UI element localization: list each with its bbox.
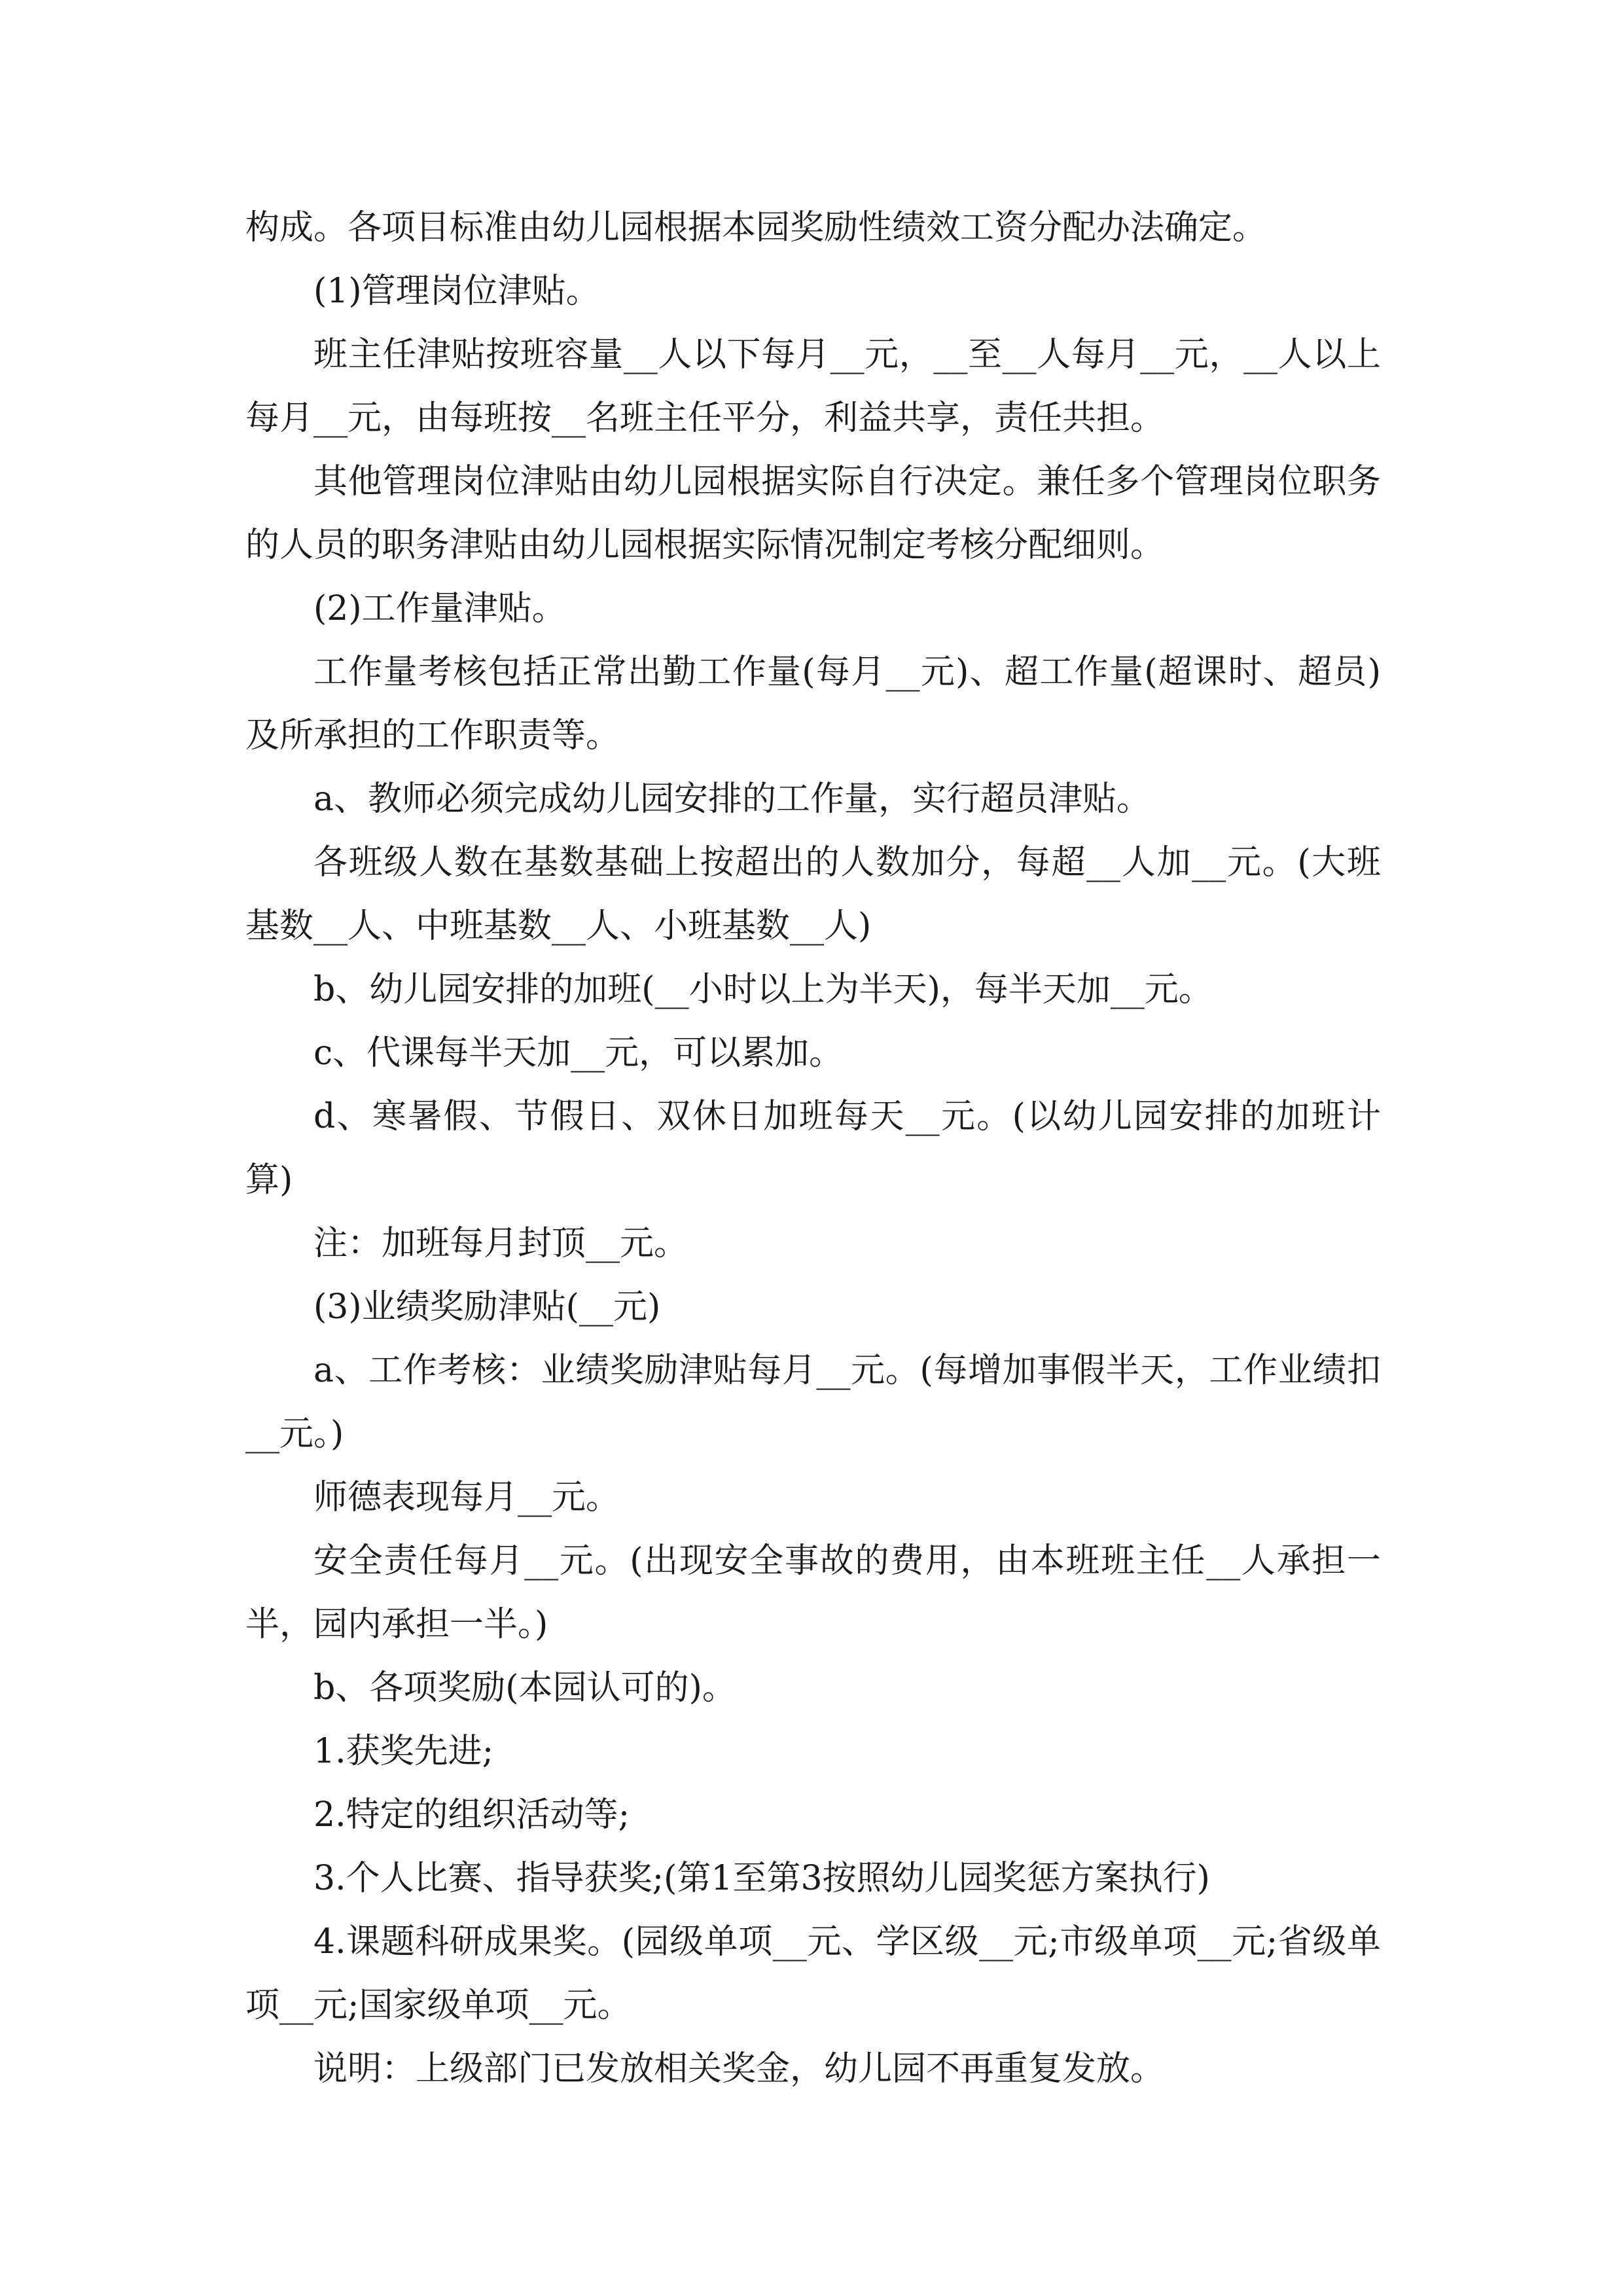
paragraph-8: 各班级人数在基数基础上按超出的人数加分，每超__人加__元。(大班基数__人、中班基数__人、小班基数__人) bbox=[245, 843, 1381, 946]
paragraph-12: 注：加班每月封顶__元。 bbox=[313, 1224, 688, 1263]
paragraph-16: 安全责任每月__元。(出现安全事故的费用，由本班班主任__人承担一半，园内承担一半。) bbox=[245, 1541, 1381, 1644]
paragraph-3: 班主任津贴按班容量__人以下每月__元，__至__人每月__元，__人以上每月__元，由每班按__名班主任平分，利益共享，责任共担。 bbox=[245, 335, 1381, 438]
paragraph-7: a、教师必须完成幼儿园安排的工作量，实行超员津贴。 bbox=[313, 780, 1151, 819]
paragraph-6: 工作量考核包括正常出勤工作量(每月__元)、超工作量(超课时、超员)及所承担的工作职责等。 bbox=[245, 653, 1381, 755]
paragraph-20: 3.个人比赛、指导获奖;(第1至第3按照幼儿园奖惩方案执行) bbox=[313, 1859, 1210, 1898]
paragraph-17: b、各项奖励(本园认可的)。 bbox=[313, 1668, 736, 1708]
document-page bbox=[245, 196, 1381, 2101]
paragraph-19: 2.特定的组织活动等; bbox=[313, 1795, 630, 1835]
paragraph-18: 1.获奖先进; bbox=[313, 1732, 494, 1771]
paragraph-13: (3)业绩奖励津贴(__元) bbox=[313, 1287, 661, 1327]
paragraph-4: 其他管理岗位津贴由幼儿园根据实际自行决定。兼任多个管理岗位职务的人员的职务津贴由幼儿园根据实际情况制定考核分配细则。 bbox=[245, 462, 1381, 565]
paragraph-2: (1)管理岗位津贴。 bbox=[313, 272, 600, 311]
paragraph-5: (2)工作量津贴。 bbox=[313, 589, 566, 628]
paragraph-15: 师德表现每月__元。 bbox=[313, 1478, 620, 1517]
paragraph-1: 构成。各项目标准由幼儿园根据本园奖励性绩效工资分配办法确定。 bbox=[245, 208, 1267, 247]
paragraph-21: 4.课题科研成果奖。(园级单项__元、学区级__元;市级单项__元;省级单项__元;国家级单项__元。 bbox=[245, 1922, 1381, 2025]
paragraph-10: c、代课每半天加__元，可以累加。 bbox=[313, 1033, 844, 1073]
paragraph-11: d、寒暑假、节假日、双休日加班每天__元。(以幼儿园安排的加班计算) bbox=[245, 1097, 1381, 1200]
paragraph-22: 说明：上级部门已发放相关奖金，幼儿园不再重复发放。 bbox=[313, 2049, 1165, 2089]
paragraph-9: b、幼儿园安排的加班(__小时以上为半天)，每半天加__元。 bbox=[313, 970, 1213, 1009]
paragraph-14: a、工作考核：业绩奖励津贴每月__元。(每增加事假半天，工作业绩扣__元。) bbox=[245, 1351, 1381, 1454]
